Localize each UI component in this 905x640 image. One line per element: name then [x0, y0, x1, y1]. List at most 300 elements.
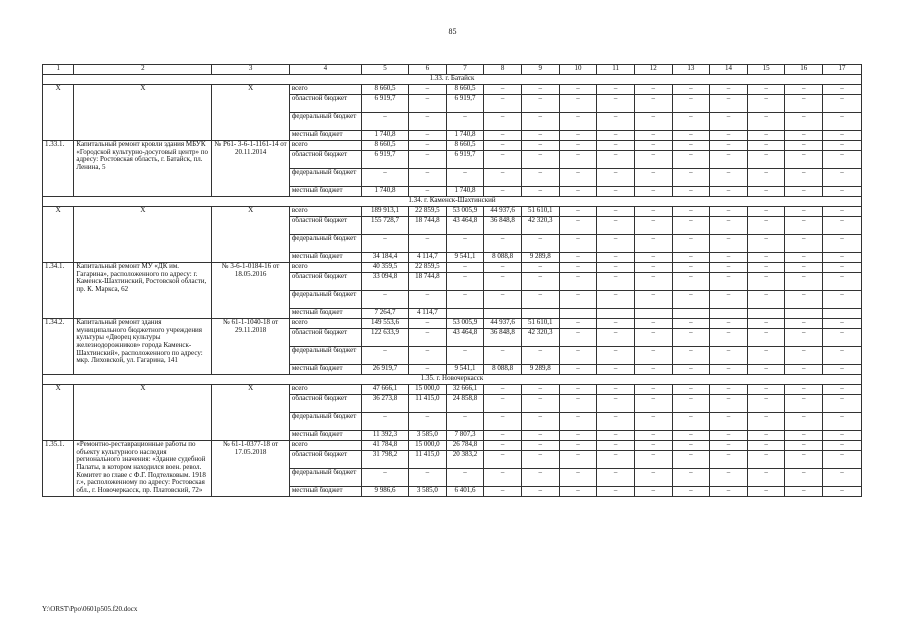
item-number: 1.34.1. [43, 263, 74, 319]
funding-source-label: местный бюджет [289, 309, 361, 319]
funding-source-label: всего [289, 263, 361, 273]
section-title-row [43, 197, 862, 207]
amount-cell: – [597, 131, 635, 141]
amount-cell: – [597, 85, 635, 95]
amount-cell: 36 848,8 [484, 329, 522, 347]
amount-cell: – [823, 365, 862, 375]
amount-cell: – [559, 131, 597, 141]
amount-cell: – [362, 469, 409, 487]
amount-cell: – [672, 131, 710, 141]
amount-cell: – [597, 141, 635, 151]
amount-cell: – [710, 95, 748, 113]
amount-cell: – [634, 385, 672, 395]
amount-cell: 1 740,8 [362, 131, 409, 141]
amount-cell: – [710, 413, 748, 431]
amount-cell: 44 937,6 [484, 319, 522, 329]
amount-cell: – [747, 151, 785, 169]
amount-cell: – [672, 347, 710, 365]
funding-source-label: федеральный бюджет [289, 291, 361, 309]
item-document-number: № Р61- 3-6-1-1161-14 от 20.11.2014 [212, 141, 289, 197]
amount-cell: – [446, 291, 484, 309]
amount-cell: – [446, 273, 484, 291]
amount-cell: 6 919,7 [362, 151, 409, 169]
funding-source-label: федеральный бюджет [289, 113, 361, 131]
amount-cell: 31 798,2 [362, 451, 409, 469]
amount-cell: – [634, 85, 672, 95]
amount-cell: – [823, 95, 862, 113]
amount-cell: – [785, 319, 823, 329]
amount-cell: – [823, 113, 862, 131]
amount-cell: 26 784,8 [446, 441, 484, 451]
amount-cell: – [484, 469, 522, 487]
amount-cell: – [747, 487, 785, 497]
amount-cell: 41 784,8 [362, 441, 409, 451]
amount-cell: – [484, 441, 522, 451]
funding-source-label: областной бюджет [289, 329, 361, 347]
amount-cell: – [710, 253, 748, 263]
amount-cell: – [785, 95, 823, 113]
amount-cell: – [597, 151, 635, 169]
amount-cell: – [484, 235, 522, 253]
amount-cell: – [597, 431, 635, 441]
amount-cell: 32 666,1 [446, 385, 484, 395]
amount-cell: – [521, 169, 559, 187]
amount-cell: – [559, 95, 597, 113]
amount-cell: – [634, 329, 672, 347]
amount-cell: – [710, 431, 748, 441]
amount-cell: – [634, 365, 672, 375]
funding-source-label: федеральный бюджет [289, 169, 361, 187]
amount-cell: 3 585,0 [409, 487, 447, 497]
amount-cell: – [823, 319, 862, 329]
amount-cell: – [672, 487, 710, 497]
section-title-row [43, 375, 862, 385]
section-title: 1.35. г. Новочеркасск [43, 375, 862, 385]
amount-cell [823, 309, 862, 319]
column-number: 13 [672, 65, 710, 75]
amount-cell: – [710, 113, 748, 131]
amount-cell: – [634, 451, 672, 469]
item-number: Х [43, 385, 74, 441]
column-number: 4 [289, 65, 361, 75]
amount-cell: – [672, 441, 710, 451]
item-description: «Ремонтно-реставрационные работы по объекту культурного наследия регионального значения: «Здание судебной Палаты, в котором находился воен. револ. Комитет во главе с Ф.Г. Подтелковым. 1918 г.», расположенному по адресу: Ростовская обл., г. Новочеркасск, пр. Платовский, 72» [74, 441, 212, 497]
amount-cell: – [484, 141, 522, 151]
item-document-number: № 61-1-1040-18 от 29.11.2018 [212, 319, 289, 375]
amount-cell: – [823, 263, 862, 273]
amount-cell: – [409, 291, 447, 309]
amount-cell: 7 807,3 [446, 431, 484, 441]
amount-cell: – [785, 451, 823, 469]
amount-cell: – [521, 273, 559, 291]
amount-cell: – [409, 319, 447, 329]
amount-cell: – [672, 141, 710, 151]
amount-cell: – [710, 207, 748, 217]
amount-cell: – [634, 253, 672, 263]
amount-cell: – [785, 85, 823, 95]
amount-cell: – [559, 235, 597, 253]
amount-cell: – [672, 217, 710, 235]
amount-cell: – [785, 141, 823, 151]
amount-cell: – [409, 365, 447, 375]
amount-cell: – [710, 451, 748, 469]
amount-cell: – [747, 253, 785, 263]
amount-cell: 189 913,1 [362, 207, 409, 217]
funding-source-label: областной бюджет [289, 217, 361, 235]
amount-cell: – [710, 235, 748, 253]
amount-cell: – [785, 395, 823, 413]
amount-cell: – [559, 207, 597, 217]
amount-cell: – [521, 113, 559, 131]
amount-cell: 4 114,7 [409, 253, 447, 263]
amount-cell: – [446, 263, 484, 273]
amount-cell: 7 264,7 [362, 309, 409, 319]
amount-cell: – [823, 451, 862, 469]
amount-cell: – [634, 131, 672, 141]
amount-cell: – [747, 95, 785, 113]
amount-cell: 11 392,3 [362, 431, 409, 441]
amount-cell: – [521, 487, 559, 497]
amount-cell: – [597, 217, 635, 235]
amount-cell: – [362, 235, 409, 253]
amount-cell: – [559, 413, 597, 431]
amount-cell: – [823, 141, 862, 151]
funding-source-label: местный бюджет [289, 131, 361, 141]
amount-cell: – [823, 273, 862, 291]
amount-cell: – [634, 187, 672, 197]
amount-cell: – [672, 413, 710, 431]
item-document-number: № 61-1-0377-18 от 17.05.2018 [212, 441, 289, 497]
budget-row [43, 441, 862, 451]
amount-cell: – [559, 151, 597, 169]
amount-cell: – [597, 169, 635, 187]
amount-cell: – [785, 187, 823, 197]
amount-cell: – [785, 385, 823, 395]
amount-cell: – [747, 273, 785, 291]
amount-cell: – [446, 169, 484, 187]
amount-cell: 8 660,5 [362, 85, 409, 95]
amount-cell: – [747, 431, 785, 441]
amount-cell: 20 383,2 [446, 451, 484, 469]
amount-cell: – [672, 385, 710, 395]
amount-cell: – [409, 329, 447, 347]
amount-cell: 51 610,1 [521, 207, 559, 217]
funding-source-label: местный бюджет [289, 365, 361, 375]
funding-source-label: областной бюджет [289, 151, 361, 169]
amount-cell: – [597, 113, 635, 131]
amount-cell: 53 005,9 [446, 207, 484, 217]
amount-cell: – [672, 85, 710, 95]
amount-cell: – [747, 141, 785, 151]
amount-cell: 8 088,8 [484, 365, 522, 375]
budget-table [42, 64, 862, 497]
amount-cell: – [785, 291, 823, 309]
amount-cell: – [747, 235, 785, 253]
amount-cell: – [672, 469, 710, 487]
column-number-row [43, 65, 862, 75]
amount-cell: – [747, 217, 785, 235]
amount-cell: 22 859,5 [409, 207, 447, 217]
amount-cell: – [672, 207, 710, 217]
amount-cell: – [521, 385, 559, 395]
amount-cell [747, 309, 785, 319]
item-description: Капитальный ремонт МУ «ДК им. Гагарина», расположенного по адресу: г. Каменск-Шахтинский, Ростовской области, пр. К. Маркса, 62 [74, 263, 212, 319]
amount-cell [559, 309, 597, 319]
amount-cell: – [823, 347, 862, 365]
amount-cell: – [823, 131, 862, 141]
amount-cell: – [484, 487, 522, 497]
amount-cell: – [521, 95, 559, 113]
amount-cell: – [747, 441, 785, 451]
item-number: 1.34.2. [43, 319, 74, 375]
amount-cell: – [634, 347, 672, 365]
amount-cell: 44 937,6 [484, 207, 522, 217]
amount-cell: – [785, 151, 823, 169]
amount-cell: – [521, 187, 559, 197]
budget-row [43, 263, 862, 273]
amount-cell: 8 660,5 [362, 141, 409, 151]
amount-cell: – [747, 413, 785, 431]
amount-cell: – [710, 273, 748, 291]
amount-cell: – [446, 235, 484, 253]
amount-cell: – [747, 347, 785, 365]
amount-cell: – [634, 217, 672, 235]
amount-cell: – [785, 253, 823, 263]
column-number: 15 [747, 65, 785, 75]
amount-cell: – [559, 347, 597, 365]
amount-cell: – [484, 451, 522, 469]
amount-cell: – [785, 441, 823, 451]
amount-cell [597, 309, 635, 319]
amount-cell: – [597, 291, 635, 309]
funding-source-label: федеральный бюджет [289, 413, 361, 431]
amount-cell: – [710, 395, 748, 413]
item-number: Х [43, 85, 74, 141]
amount-cell: 42 320,3 [521, 329, 559, 347]
amount-cell: 15 000,0 [409, 385, 447, 395]
amount-cell: 6 401,6 [446, 487, 484, 497]
amount-cell: – [362, 113, 409, 131]
amount-cell: – [409, 187, 447, 197]
amount-cell: 3 585,0 [409, 431, 447, 441]
amount-cell: – [559, 487, 597, 497]
amount-cell: – [484, 395, 522, 413]
amount-cell: – [484, 273, 522, 291]
amount-cell: – [597, 253, 635, 263]
amount-cell [672, 309, 710, 319]
amount-cell: – [559, 273, 597, 291]
amount-cell: – [710, 169, 748, 187]
amount-cell: – [672, 113, 710, 131]
amount-cell: – [559, 469, 597, 487]
section-title-row [43, 75, 862, 85]
amount-cell: – [559, 385, 597, 395]
amount-cell: 18 744,8 [409, 273, 447, 291]
amount-cell: – [710, 365, 748, 375]
amount-cell: – [747, 365, 785, 375]
amount-cell: – [597, 207, 635, 217]
amount-cell: – [521, 413, 559, 431]
amount-cell: – [597, 95, 635, 113]
amount-cell: – [634, 169, 672, 187]
amount-cell: – [521, 263, 559, 273]
amount-cell: – [597, 329, 635, 347]
amount-cell: – [747, 451, 785, 469]
amount-cell: 9 541,1 [446, 253, 484, 263]
amount-cell: – [747, 169, 785, 187]
amount-cell: – [785, 217, 823, 235]
amount-cell: – [362, 291, 409, 309]
amount-cell: – [634, 235, 672, 253]
amount-cell: – [747, 187, 785, 197]
page-number: 85 [448, 27, 457, 36]
amount-cell: – [785, 487, 823, 497]
amount-cell: 51 610,1 [521, 319, 559, 329]
amount-cell: 155 728,7 [362, 217, 409, 235]
amount-cell: 34 184,4 [362, 253, 409, 263]
item-description: Капитальный ремонт кровли здания МБУК «Городской культурно-досуговый центр» по адресу: Ростовская область, г. Батайск, пл. Ленина, 5 [74, 141, 212, 197]
column-number: 14 [710, 65, 748, 75]
item-description: Х [74, 207, 212, 263]
amount-cell: – [634, 487, 672, 497]
amount-cell: – [785, 469, 823, 487]
amount-cell: 122 633,9 [362, 329, 409, 347]
amount-cell: – [672, 451, 710, 469]
column-number: 3 [212, 65, 289, 75]
amount-cell: – [521, 85, 559, 95]
amount-cell: 6 919,7 [446, 95, 484, 113]
amount-cell: – [446, 347, 484, 365]
budget-row [43, 385, 862, 395]
amount-cell: – [710, 217, 748, 235]
amount-cell: 4 114,7 [409, 309, 447, 319]
amount-cell: – [634, 95, 672, 113]
item-number: 1.33.1. [43, 141, 74, 197]
funding-source-label: местный бюджет [289, 431, 361, 441]
amount-cell: – [634, 263, 672, 273]
section-title: 1.34. г. Каменск-Шахтинский [43, 197, 862, 207]
amount-cell: – [785, 273, 823, 291]
funding-source-label: федеральный бюджет [289, 347, 361, 365]
amount-cell: – [785, 113, 823, 131]
amount-cell: – [823, 151, 862, 169]
amount-cell: 26 919,7 [362, 365, 409, 375]
amount-cell: – [747, 131, 785, 141]
amount-cell: – [484, 385, 522, 395]
item-description: Капитальный ремонт здания муниципального бюджетного учреждения культуры «Дворец культуры железнодорожников» города Каменск-Шахтинский», расположенного по адресу: мкр. Лиховской, ул. Гагарина, 141 [74, 319, 212, 375]
amount-cell: – [559, 395, 597, 413]
amount-cell: – [634, 469, 672, 487]
amount-cell: – [521, 347, 559, 365]
amount-cell: – [597, 469, 635, 487]
amount-cell: – [747, 395, 785, 413]
amount-cell: – [597, 273, 635, 291]
amount-cell: – [823, 217, 862, 235]
amount-cell: 11 415,0 [409, 451, 447, 469]
amount-cell: – [559, 451, 597, 469]
amount-cell: – [409, 141, 447, 151]
amount-cell: – [785, 413, 823, 431]
funding-source-label: местный бюджет [289, 253, 361, 263]
amount-cell: – [634, 319, 672, 329]
budget-row [43, 319, 862, 329]
amount-cell: – [747, 291, 785, 309]
amount-cell: 149 553,6 [362, 319, 409, 329]
column-number: 6 [409, 65, 447, 75]
amount-cell [484, 309, 522, 319]
amount-cell: – [521, 151, 559, 169]
amount-cell: – [597, 263, 635, 273]
amount-cell: – [484, 113, 522, 131]
column-number: 1 [43, 65, 74, 75]
amount-cell: – [747, 263, 785, 273]
amount-cell: – [710, 487, 748, 497]
item-description: Х [74, 85, 212, 141]
amount-cell: – [597, 365, 635, 375]
section-title: 1.33. г. Батайск [43, 75, 862, 85]
amount-cell: – [559, 441, 597, 451]
amount-cell: – [559, 113, 597, 131]
amount-cell: – [710, 469, 748, 487]
amount-cell: – [559, 291, 597, 309]
amount-cell: – [559, 85, 597, 95]
amount-cell: – [409, 169, 447, 187]
column-number: 8 [484, 65, 522, 75]
amount-cell: – [634, 441, 672, 451]
amount-cell: – [521, 469, 559, 487]
column-number: 2 [74, 65, 212, 75]
item-document-number: Х [212, 385, 289, 441]
amount-cell: 43 464,8 [446, 329, 484, 347]
amount-cell: – [672, 273, 710, 291]
amount-cell: – [597, 395, 635, 413]
amount-cell [634, 309, 672, 319]
item-number: 1.35.1. [43, 441, 74, 497]
amount-cell: – [597, 441, 635, 451]
funding-source-label: местный бюджет [289, 487, 361, 497]
amount-cell: – [823, 385, 862, 395]
amount-cell: – [559, 253, 597, 263]
funding-source-label: всего [289, 207, 361, 217]
amount-cell: – [823, 85, 862, 95]
item-document-number: Х [212, 207, 289, 263]
amount-cell: – [747, 207, 785, 217]
item-document-number: Х [212, 85, 289, 141]
amount-cell: – [484, 131, 522, 141]
amount-cell: – [672, 235, 710, 253]
amount-cell: – [597, 487, 635, 497]
amount-cell: – [484, 291, 522, 309]
amount-cell: – [785, 263, 823, 273]
amount-cell: 33 094,8 [362, 273, 409, 291]
amount-cell: – [747, 469, 785, 487]
column-number: 9 [521, 65, 559, 75]
amount-cell: – [672, 187, 710, 197]
amount-cell: – [634, 413, 672, 431]
amount-cell: – [823, 487, 862, 497]
amount-cell: – [823, 207, 862, 217]
amount-cell: – [597, 187, 635, 197]
amount-cell: – [710, 131, 748, 141]
amount-cell: 24 858,8 [446, 395, 484, 413]
amount-cell: – [597, 319, 635, 329]
amount-cell: – [634, 141, 672, 151]
funding-source-label: местный бюджет [289, 187, 361, 197]
amount-cell: – [710, 151, 748, 169]
amount-cell: – [672, 319, 710, 329]
amount-cell: – [409, 95, 447, 113]
amount-cell: 1 740,8 [446, 131, 484, 141]
